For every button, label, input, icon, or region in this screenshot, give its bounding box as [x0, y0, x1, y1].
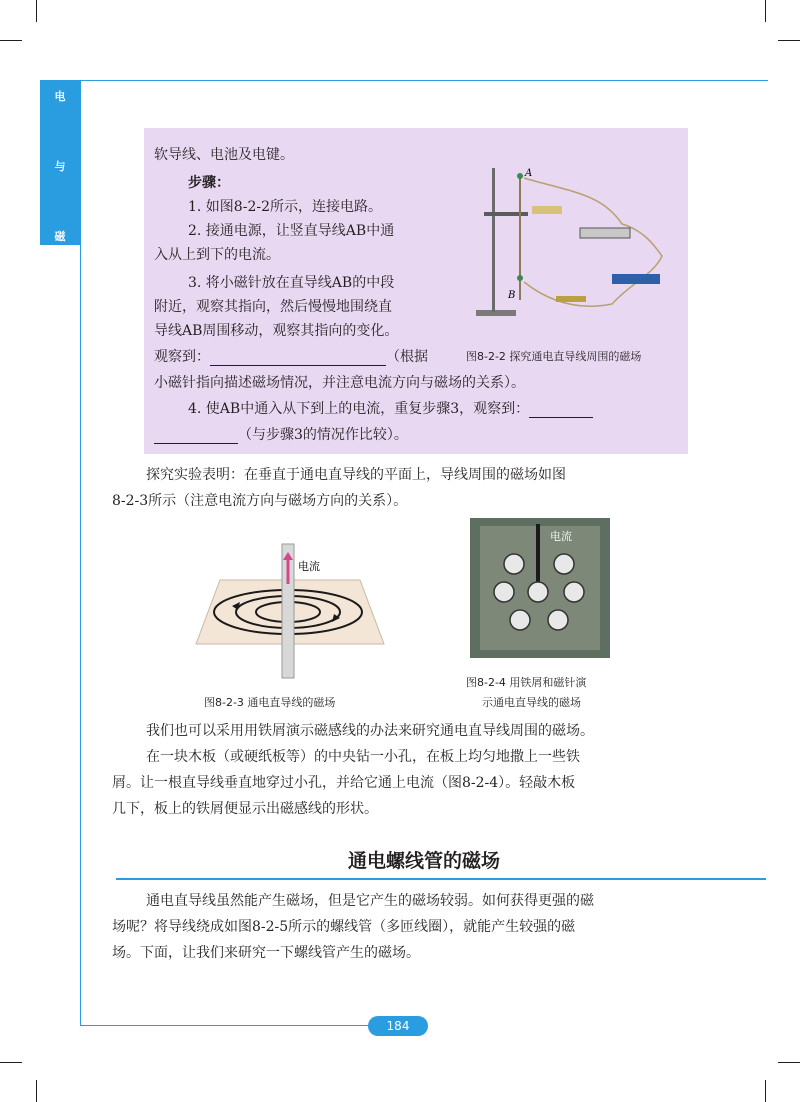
answer-blank[interactable]: [210, 351, 386, 366]
clip-b: [517, 275, 523, 281]
side-tab-char: 磁: [54, 230, 66, 243]
step4-tail: （与步骤3的情况作比较）。: [238, 427, 408, 443]
stand-rod: [492, 168, 495, 312]
crop-mark: [36, 1080, 37, 1102]
current-label: 电流: [550, 530, 572, 543]
figure-8-2-2-apparatus: [462, 164, 682, 324]
bottom-rule: [80, 1025, 370, 1026]
body-paragraph-line: 我们也可以采用用铁屑演示磁感线的办法来研究通电直导线周围的磁场。: [146, 723, 594, 739]
body-paragraph-line: 8-2-3所示（注意电流方向与磁场方向的关系）。: [112, 493, 408, 509]
rheostat: [580, 228, 630, 238]
compass-platform: [532, 206, 562, 214]
crop-mark: [765, 0, 766, 22]
side-tab-char: 电: [54, 90, 66, 103]
experiment-step-4: [188, 400, 593, 418]
observe-tail: （根据: [386, 349, 428, 365]
flexible-wire: [524, 178, 662, 306]
clip-a: [517, 173, 523, 179]
stand-base: [476, 310, 516, 316]
figure-8-2-4-caption: 示通电直导线的磁场: [482, 696, 581, 709]
experiment-line: 软导线、电池及电键。: [154, 147, 294, 163]
experiment-step: 1. 如图8-2-2所示，连接电路。: [188, 199, 382, 215]
crop-mark: [0, 40, 22, 41]
side-tab-char: 与: [54, 160, 66, 173]
compass-needle: [554, 554, 574, 574]
figure-8-2-3-illustration: [190, 540, 390, 680]
experiment-step: 3. 将小磁针放在直导线AB的中段: [188, 275, 395, 291]
section-title: 通电螺线管的磁场: [347, 850, 500, 872]
body-paragraph-line: 探究实验表明：在垂直于通电直导线的平面上，导线周围的磁场如图: [146, 467, 566, 483]
label-b: B: [508, 290, 516, 301]
stand-clamp: [484, 212, 528, 216]
step4-text: 4. 使AB中通入从下到上的电流，重复步骤3，观察到：: [188, 401, 530, 417]
compass-needle: [548, 610, 568, 630]
experiment-step: 入从上到下的电流。: [154, 247, 280, 263]
switch: [556, 296, 586, 302]
battery-box: [612, 274, 660, 284]
experiment-step: 2. 接通电源，让竖直导线AB中通: [188, 223, 395, 239]
compass-needle: [504, 554, 524, 574]
figure-8-2-4-photo: [470, 518, 610, 658]
steps-heading: 步骤：: [188, 175, 230, 191]
crop-mark: [778, 1062, 800, 1063]
current-label: 电流: [298, 560, 320, 573]
body-paragraph-line: 几下，板上的铁屑便显示出磁感线的形状。: [112, 801, 378, 817]
compass-needle: [510, 610, 530, 630]
crop-mark: [778, 40, 800, 41]
body-paragraph-line: 在一块木板（或硬纸板等）的中央钻一小孔，在板上均匀地撒上一些铁: [146, 749, 580, 765]
section-paragraph-line: 场呢？将导线绕成如图8-2-5所示的螺线管（多匝线圈），就能产生较强的磁: [112, 919, 576, 935]
section-paragraph-line: 场。下面，让我们来研究一下螺线管产生的磁场。: [112, 945, 420, 961]
figure-8-2-2-caption: 图8-2-2 探究通电直导线周围的磁场: [466, 350, 642, 363]
experiment-step: 小磁针指向描述磁场情况，并注意电流方向与磁场的关系）。: [154, 375, 525, 391]
experiment-step: 附近，观察其指向，然后慢慢地围绕直: [154, 299, 392, 315]
crop-mark: [36, 0, 37, 22]
observe-label: 观察到：: [154, 349, 210, 365]
crop-mark: [765, 1080, 766, 1102]
crop-mark: [0, 1062, 22, 1063]
body-paragraph-line: 屑。让一根直导线垂直地穿过小孔，并给它通上电流（图8-2-4）。轻敲木板: [112, 775, 576, 791]
compass-needle: [494, 582, 514, 602]
answer-blank[interactable]: [529, 403, 593, 418]
left-rule: [80, 80, 81, 1025]
section-rule: [116, 878, 766, 880]
section-paragraph-line: 通电直导线虽然能产生磁场，但是它产生的磁场较弱。如何获得更强的磁: [146, 893, 594, 909]
compass-needle: [528, 582, 548, 602]
label-a: A: [525, 168, 533, 179]
top-rule: [80, 80, 768, 81]
answer-blank[interactable]: [154, 429, 238, 444]
experiment-box: [144, 128, 688, 454]
figure-8-2-4-caption: 图8-2-4 用铁屑和磁针演: [466, 676, 587, 689]
compass-needle: [564, 582, 584, 602]
experiment-step: 导线AB周围移动，观察其指向的变化。: [154, 323, 399, 339]
observe-line: [154, 348, 428, 366]
experiment-step-4-cont: [154, 426, 408, 444]
figure-8-2-3-caption: 图8-2-3 通电直导线的磁场: [204, 696, 336, 709]
chapter-side-tab: [40, 80, 80, 245]
page-number: 184: [368, 1016, 428, 1036]
